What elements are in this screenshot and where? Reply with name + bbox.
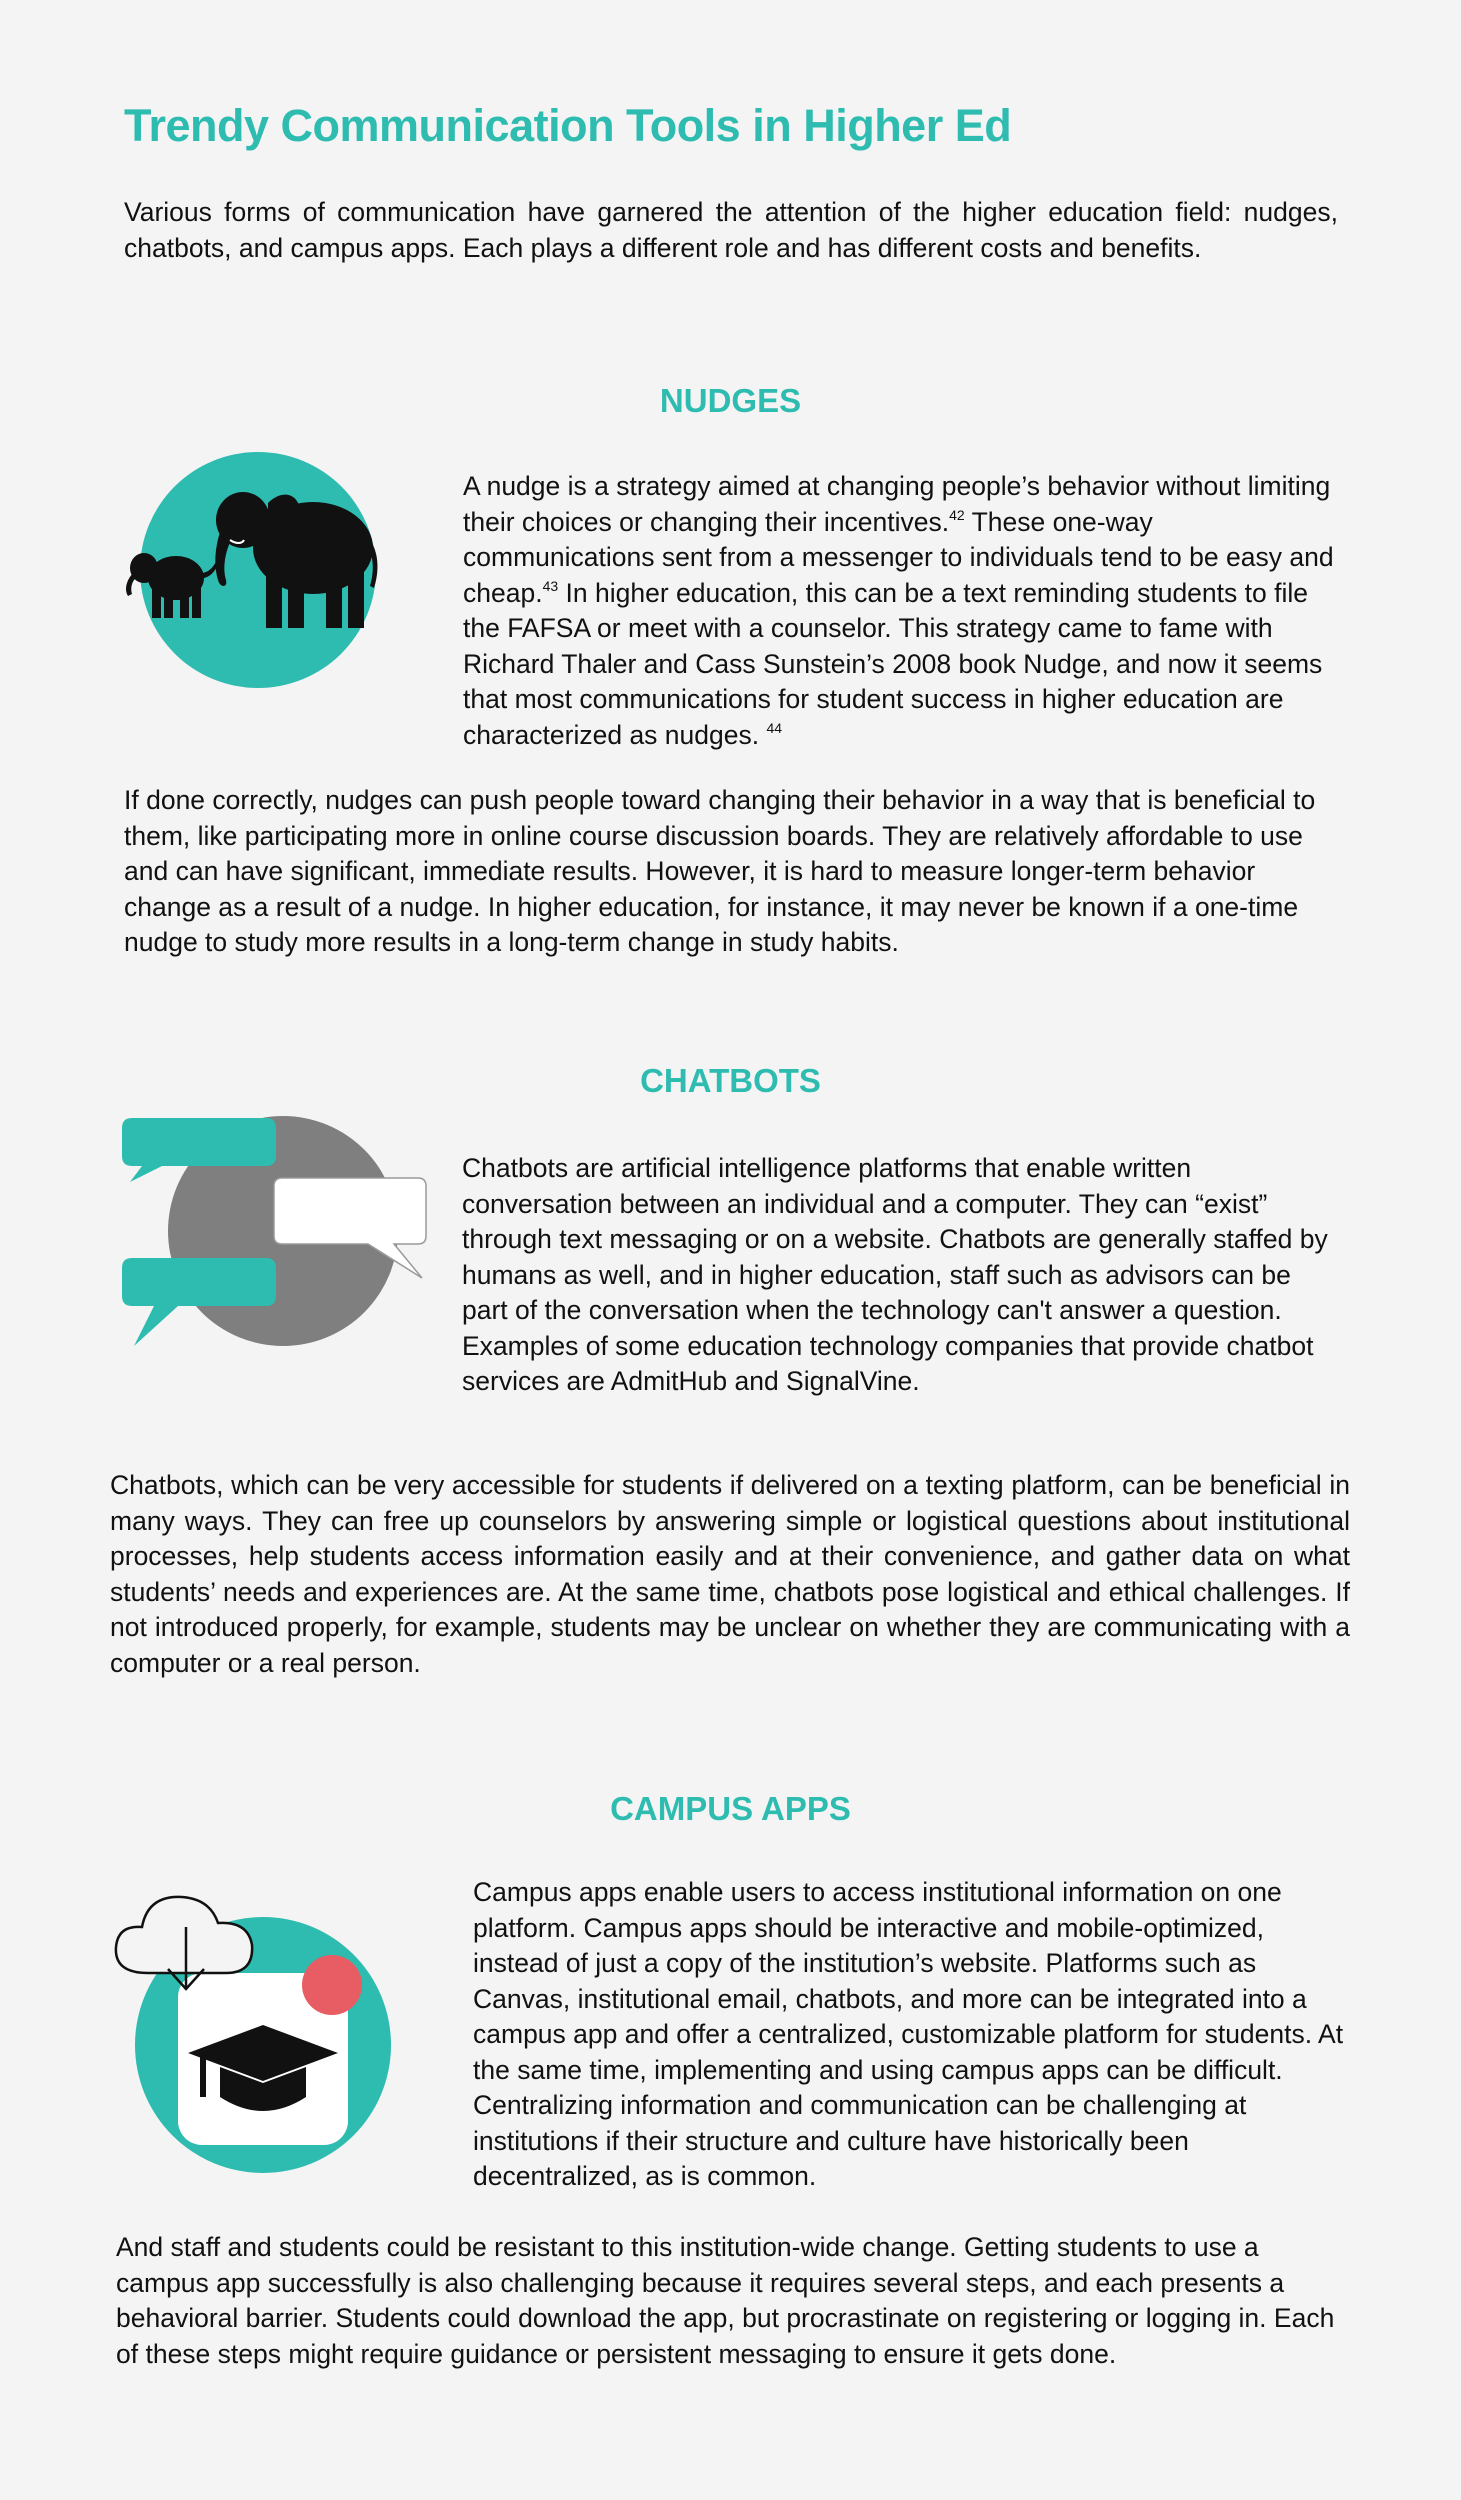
chatbots-heading: CHATBOTS xyxy=(640,1062,821,1099)
footnote-44: 44 xyxy=(766,719,783,736)
footnote-43: 43 xyxy=(542,577,559,594)
notification-dot xyxy=(302,1955,362,2015)
chat-bubbles-icon xyxy=(118,1110,430,1350)
elephants-icon xyxy=(118,448,393,698)
nudges-side-text-3: In higher education, this can be a text reminding students to file the FAFSA or meet with a counselor. This strategy came to fame with Richard Thaler and Cass Sunstein’s 2008 book Nudge, and now it seems that most communications for student success in higher education are characterized as nudges. xyxy=(463,577,1323,750)
chatbots-side-paragraph: Chatbots are artificial intelligence platforms that enable written conversation between an individual and a computer. They can “exist” through text messaging or on a website. Chatbots are generally staffed by humans as well, and in higher education, staff such as advisors can be part of the conversation when the technology can't answer a question. Examples of some education technology companies that provide chatbot services are AdmitHub and SignalVine. xyxy=(462,1153,1328,1396)
campus-apps-side-paragraph: Campus apps enable users to access institutional information on one platform. Campus apps should be interactive and mobile-optimized, instead of just a copy of the institution’s website. Platforms such as Canvas, institutional email, chatbots, and more can be integrated into a campus app and offer a centralized, customizable platform for students. At the same time, implementing and using campus apps can be difficult. Centralizing information and communication can be challenging at institutions if their structure and culture have historically been decentralized, as is common. xyxy=(473,1877,1344,2191)
footnote-42: 42 xyxy=(949,506,965,523)
chatbots-body-paragraph: Chatbots, which can be very accessible for students if delivered on a texting platform, can be beneficial in many ways. They can free up counselors by answering simple or logistical questions about institutional processes, help students access information easily and at their convenience, and gather data on what students’ needs and experiences are. At the same time, chatbots pose logistical and ethical challenges. If not introduced properly, for example, students may be unclear on whether they are communicating with a computer or a real person. xyxy=(110,1470,1350,1678)
page-title: Trendy Communication Tools in Higher Ed xyxy=(124,100,1012,151)
nudges-heading: NUDGES xyxy=(659,382,802,419)
intro-paragraph: Various forms of communication have garnered the attention of the higher education field: nudges, chatbots, and campus apps. Each plays a different role and has different costs and benefits. xyxy=(124,197,1338,263)
nudges-side-paragraph xyxy=(463,469,1343,753)
campus-apps-heading: CAMPUS APPS xyxy=(610,1790,851,1827)
campus-apps-body-paragraph: And staff and students could be resistant to this institution-wide change. Getting students to use a campus app successfully is also challenging because it requires several steps, and each presents a behavioral barrier. Students could download the app, but procrastinate on registering or logging in. Each of these steps might require guidance or persistent messaging to ensure it gets done. xyxy=(116,2232,1335,2369)
nudges-side-text-1: A nudge is a strategy aimed at changing people’s behavior without limiting their choices or changing their incentives. xyxy=(463,471,1331,537)
nudges-body-paragraph: If done correctly, nudges can push people toward changing their behavior in a way that is beneficial to them, like participating more in online course discussion boards. They are relatively affordable to use and can have significant, immediate results. However, it is hard to measure longer-term behavior change as a result of a nudge. In higher education, for instance, it may never be known if a one-time nudge to study more results in a long-term change in study habits. xyxy=(124,785,1316,957)
campus-app-icon xyxy=(108,1875,398,2175)
nudges-side-text-2: These one-way communications sent from a messenger to individuals tend to be easy and cheap. xyxy=(463,506,1334,608)
